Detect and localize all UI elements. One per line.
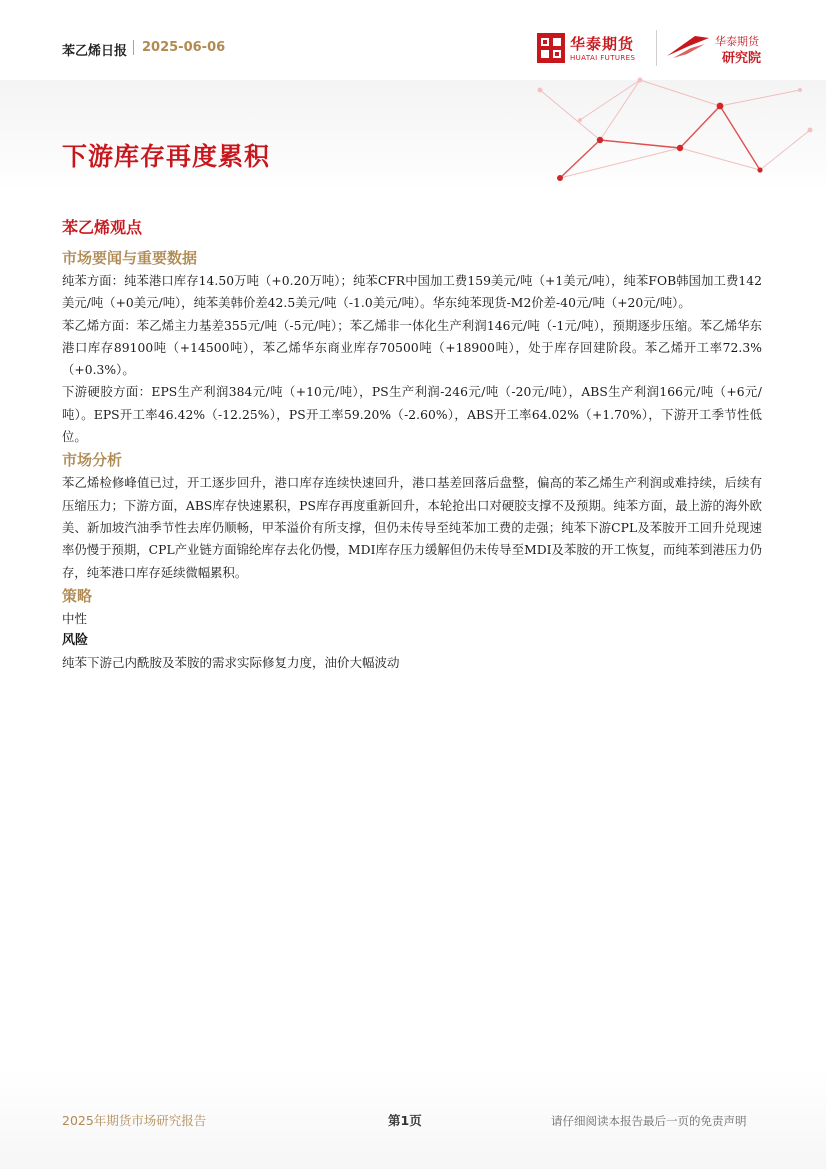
section-heading: 苯乙烯观点 <box>62 218 143 237</box>
risk-text: 纯苯下游己内酰胺及苯胺的需求实际修复力度，油价大幅波动 <box>62 654 400 670</box>
report-body <box>62 216 762 674</box>
report-type: 苯乙烯日报 <box>62 44 128 59</box>
research-institute-logo-icon <box>665 30 711 62</box>
disclaimer-note: 请仔细阅读本报告最后一页的免责声明 <box>551 1114 747 1128</box>
report-title: 下游库存再度累积 <box>62 142 271 171</box>
analysis-heading: 市场分析 <box>62 451 123 470</box>
institute-name: 华泰期货 <box>715 35 759 48</box>
strategy-text: 中性 <box>62 610 88 626</box>
strategy-heading: 策略 <box>62 586 93 605</box>
news-paragraph-downstream: 下游硬胶方面：EPS生产利润384元/吨（+10元/吨），PS生产利润-246元/吨（-20元/吨），ABS生产利润166元/吨（+6元/吨）。EPS开工率46.42%（-12.25%），PS开工率59.20%（-2.60%），ABS开工率64.02%（+1.70%），下游开工季节性低位。 <box>62 385 762 445</box>
news-paragraph-benzene: 纯苯方面：纯苯港口库存14.50万吨（+0.20万吨）；纯苯CFR中国加工费159美元/吨（+1美元/吨），纯苯FOB韩国加工费142美元/吨（+0美元/吨），纯苯美韩价差42.5美元/吨（-1.0美元/吨）。华东纯苯现货-M2价差-40元/吨（+20元/吨）。 <box>62 274 762 311</box>
analysis-paragraph: 苯乙烯检修峰值已过，开工逐步回升，港口库存连续快速回升，港口基差回落后盘整，偏高的苯乙烯生产利润或难持续，后续有压缩压力；下游方面，ABS库存快速累积，PS库存再度重新回升，本轮抢出口对硬胶支撑不及预期。纯苯方面，最上游的海外欧美、新加坡汽油季节性去库仍顺畅，甲苯溢价有所支撑，但仍未传导至纯苯加工费的走强；纯苯下游CPL及苯胺开工回升兑现速率仍慢于预期，CPL产业链方面锦纶库存去化仍慢，MDI库存压力缓解但仍未传导至MDI及苯胺的开工恢复，而纯苯到港压力仍存，纯苯港口库存延续微幅累积。 <box>62 476 762 580</box>
logo-name-cn: 华泰期货 <box>570 35 635 53</box>
page-number: 第1页 <box>388 1113 422 1128</box>
huatai-logo-icon <box>537 33 565 63</box>
news-paragraph-styrene: 苯乙烯方面：苯乙烯主力基差355元/吨（-5元/吨）；苯乙烯非一体化生产利润146元/吨（-1元/吨），预期逐步压缩。苯乙烯华东港口库存89100吨（+14500吨），苯乙烯华东商业库存70500吨（+18900吨），处于库存回建阶段。苯乙烯开工率72.3%（+0.3%）。 <box>62 318 762 378</box>
report-date: 2025-06-06 <box>142 40 226 55</box>
institute-label: 研究院 <box>722 51 762 66</box>
header-divider <box>133 40 134 55</box>
network-graphic-icon <box>500 70 826 192</box>
logo-divider <box>656 30 657 66</box>
report-header <box>0 0 826 80</box>
logo-name-en: HUATAI FUTURES <box>570 54 636 62</box>
news-heading: 市场要闻与重要数据 <box>62 249 198 267</box>
footer-report-name: 2025年期货市场研究报告 <box>62 1113 207 1128</box>
risk-heading: 风险 <box>62 632 89 648</box>
